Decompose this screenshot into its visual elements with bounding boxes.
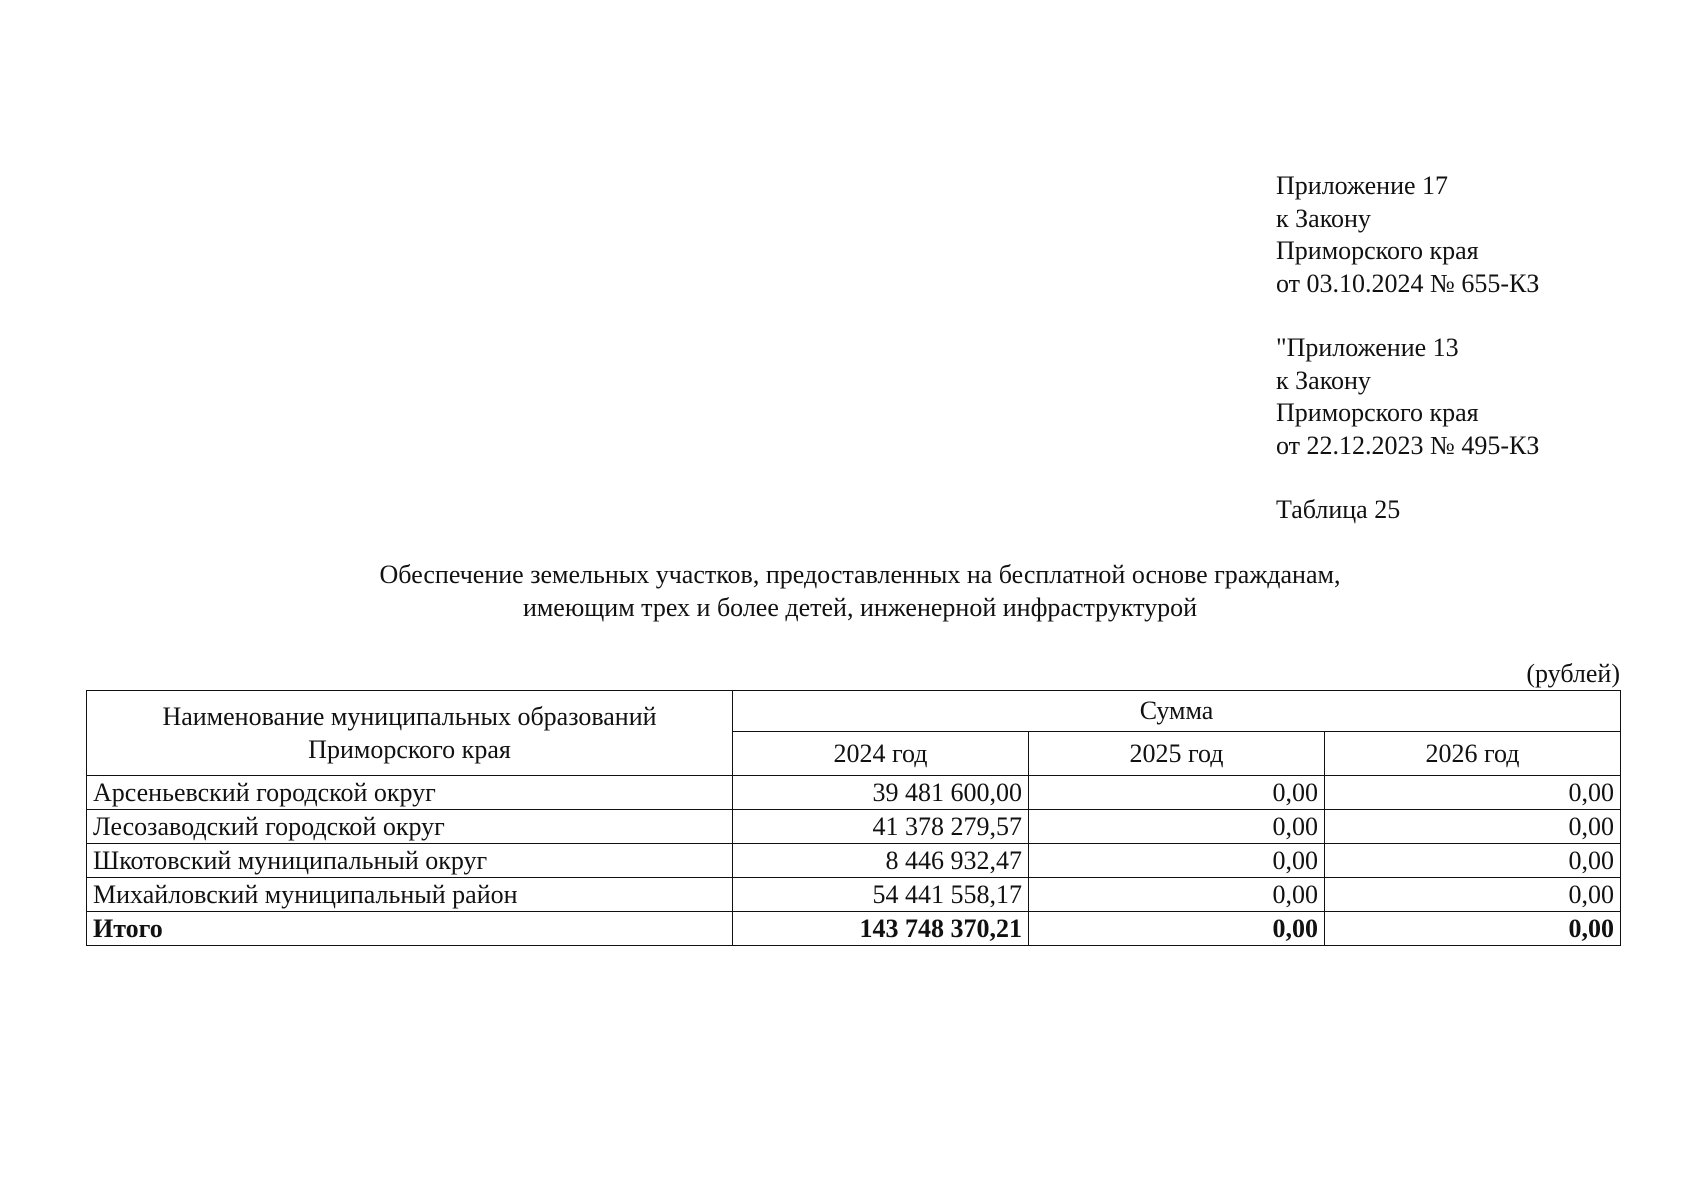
header-sum: Сумма	[733, 691, 1621, 732]
appendix-13-line: "Приложение 13	[1276, 333, 1459, 362]
amount-2025: 0,00	[1029, 878, 1325, 912]
total-2025: 0,00	[1029, 912, 1325, 946]
municipality-name: Арсеньевский городской округ	[87, 776, 733, 810]
appendix-17-reference	[1276, 170, 1539, 300]
appendix-13-reference	[1276, 332, 1539, 462]
header-year-2025: 2025 год	[1029, 732, 1325, 776]
amount-2026: 0,00	[1325, 844, 1621, 878]
document-title	[200, 558, 1520, 624]
municipality-name: Лесозаводский городской округ	[87, 810, 733, 844]
appendix-17-line: Приморского края	[1276, 236, 1479, 265]
table-row	[87, 810, 1621, 844]
header-year-2026: 2026 год	[1325, 732, 1621, 776]
budget-table	[86, 690, 1621, 946]
table-row	[87, 776, 1621, 810]
appendix-17-line: Приложение 17	[1276, 171, 1449, 200]
table-number: Таблица 25	[1276, 495, 1401, 524]
amount-2026: 0,00	[1325, 810, 1621, 844]
appendix-17-date-line: от 03.10.2024 № 655-КЗ	[1276, 268, 1540, 298]
header-municipality	[87, 691, 733, 776]
document-title-line: Обеспечение земельных участков, предоставленных на бесплатной основе гражданам,	[379, 560, 1341, 589]
total-label: Итого	[87, 912, 733, 946]
table-row	[87, 878, 1621, 912]
appendix-17-line: к Закону	[1276, 203, 1371, 233]
document-title-line: имеющим трех и более детей, инженерной инфраструктурой	[522, 593, 1198, 622]
units-label: (рублей)	[1526, 659, 1620, 688]
amount-2024: 39 481 600,00	[733, 776, 1029, 810]
amount-2026: 0,00	[1325, 878, 1621, 912]
amount-2024: 8 446 932,47	[733, 844, 1029, 878]
table-row	[87, 844, 1621, 878]
total-2024: 143 748 370,21	[733, 912, 1029, 946]
total-row	[87, 912, 1621, 946]
amount-2025: 0,00	[1029, 844, 1325, 878]
header-year-2024: 2024 год	[733, 732, 1029, 776]
amount-2024: 54 441 558,17	[733, 878, 1029, 912]
amount-2024: 41 378 279,57	[733, 810, 1029, 844]
amount-2025: 0,00	[1029, 810, 1325, 844]
header-municipality-line: Наименование муниципальных образований	[162, 702, 657, 731]
municipality-name: Михайловский муниципальный район	[87, 878, 733, 912]
header-municipality-line: Приморского края	[308, 735, 511, 764]
appendix-13-line: к Закону	[1276, 365, 1371, 395]
total-2026: 0,00	[1325, 912, 1621, 946]
municipality-name: Шкотовский муниципальный округ	[87, 844, 733, 878]
appendix-13-date-line: от 22.12.2023 № 495-КЗ	[1276, 430, 1540, 460]
amount-2025: 0,00	[1029, 776, 1325, 810]
appendix-13-line: Приморского края	[1276, 398, 1479, 427]
amount-2026: 0,00	[1325, 776, 1621, 810]
